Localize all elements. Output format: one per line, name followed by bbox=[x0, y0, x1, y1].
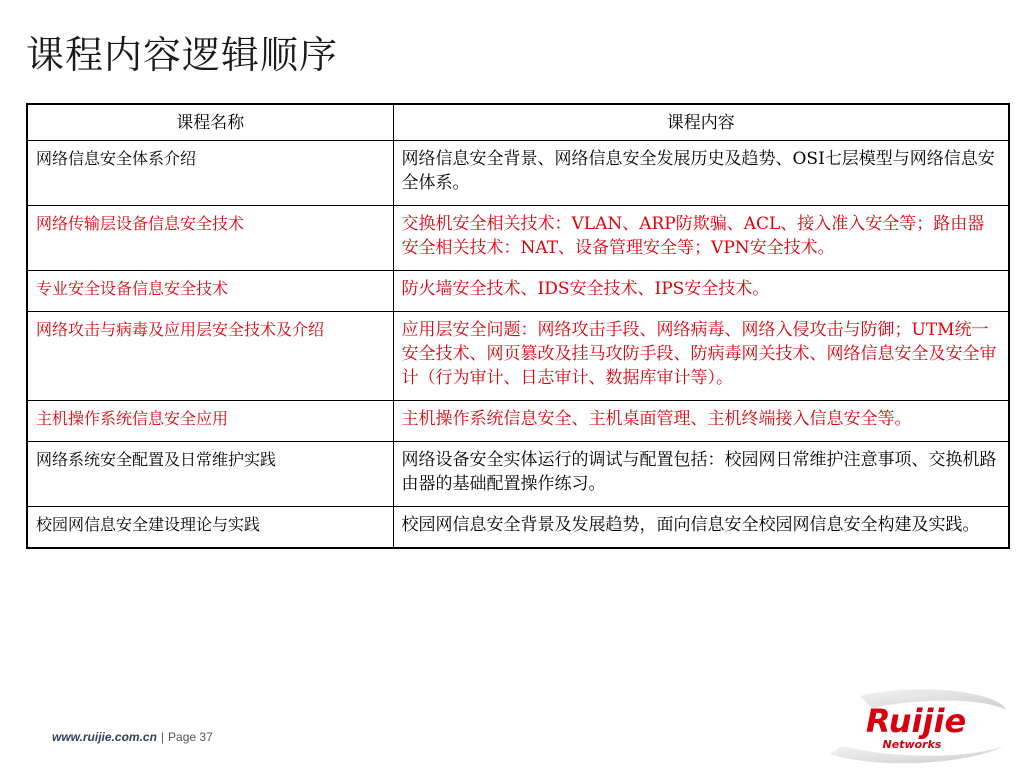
logo-sub-text: Networks bbox=[882, 738, 942, 751]
logo-brand-text: Ruijie bbox=[865, 702, 967, 740]
course-name-cell: 网络攻击与病毒及应用层安全技术及介绍 bbox=[27, 311, 393, 400]
course-name-cell: 网络传输层设备信息安全技术 bbox=[27, 205, 393, 270]
course-content-cell: 主机操作系统信息安全、主机桌面管理、主机终端接入信息安全等。 bbox=[393, 400, 1009, 441]
table-row bbox=[27, 140, 1009, 205]
course-table bbox=[26, 103, 1010, 549]
course-name-cell: 专业安全设备信息安全技术 bbox=[27, 270, 393, 311]
table-row bbox=[27, 441, 1009, 506]
course-content-cell: 应用层安全问题：网络攻击手段、网络病毒、网络入侵攻击与防御；UTM统一安全技术、网页篡改及挂马攻防手段、防病毒网关技术、网络信息安全及安全审计（行为审计、日志审计、数据库审计等）。 bbox=[393, 311, 1009, 400]
course-content-cell: 交换机安全相关技术：VLAN、ARP防欺骗、ACL、接入准入安全等；路由器安全相关技术：NAT、设备管理安全等；VPN安全技术。 bbox=[393, 205, 1009, 270]
header-course-name: 课程名称 bbox=[27, 104, 393, 140]
course-content-cell: 网络信息安全背景、网络信息安全发展历史及趋势、OSI七层模型与网络信息安全体系。 bbox=[393, 140, 1009, 205]
page-number: Page 37 bbox=[168, 730, 213, 744]
table-row bbox=[27, 311, 1009, 400]
header-course-content: 课程内容 bbox=[393, 104, 1009, 140]
course-content-cell: 网络设备安全实体运行的调试与配置包括：校园网日常维护注意事项、交换机路由器的基础配置操作练习。 bbox=[393, 441, 1009, 506]
table-row bbox=[27, 400, 1009, 441]
table-row bbox=[27, 506, 1009, 548]
course-name-cell: 网络信息安全体系介绍 bbox=[27, 140, 393, 205]
footer-separator: | bbox=[160, 730, 165, 744]
course-content-cell: 校园网信息安全背景及发展趋势，面向信息安全校园网信息安全构建及实践。 bbox=[393, 506, 1009, 548]
course-content-cell: 防火墙安全技术、IDS安全技术、IPS安全技术。 bbox=[393, 270, 1009, 311]
ruijie-logo bbox=[820, 688, 1010, 764]
table-header-row bbox=[27, 104, 1009, 140]
footer-url[interactable]: www.ruijie.com.cn bbox=[52, 730, 157, 744]
table-row bbox=[27, 205, 1009, 270]
footer bbox=[52, 730, 213, 744]
table-body bbox=[27, 140, 1009, 548]
course-name-cell: 校园网信息安全建设理论与实践 bbox=[27, 506, 393, 548]
course-name-cell: 网络系统安全配置及日常维护实践 bbox=[27, 441, 393, 506]
course-name-cell: 主机操作系统信息安全应用 bbox=[27, 400, 393, 441]
slide-title: 课程内容逻辑顺序 bbox=[26, 33, 339, 77]
table-row bbox=[27, 270, 1009, 311]
logo-graphic bbox=[820, 688, 1010, 764]
